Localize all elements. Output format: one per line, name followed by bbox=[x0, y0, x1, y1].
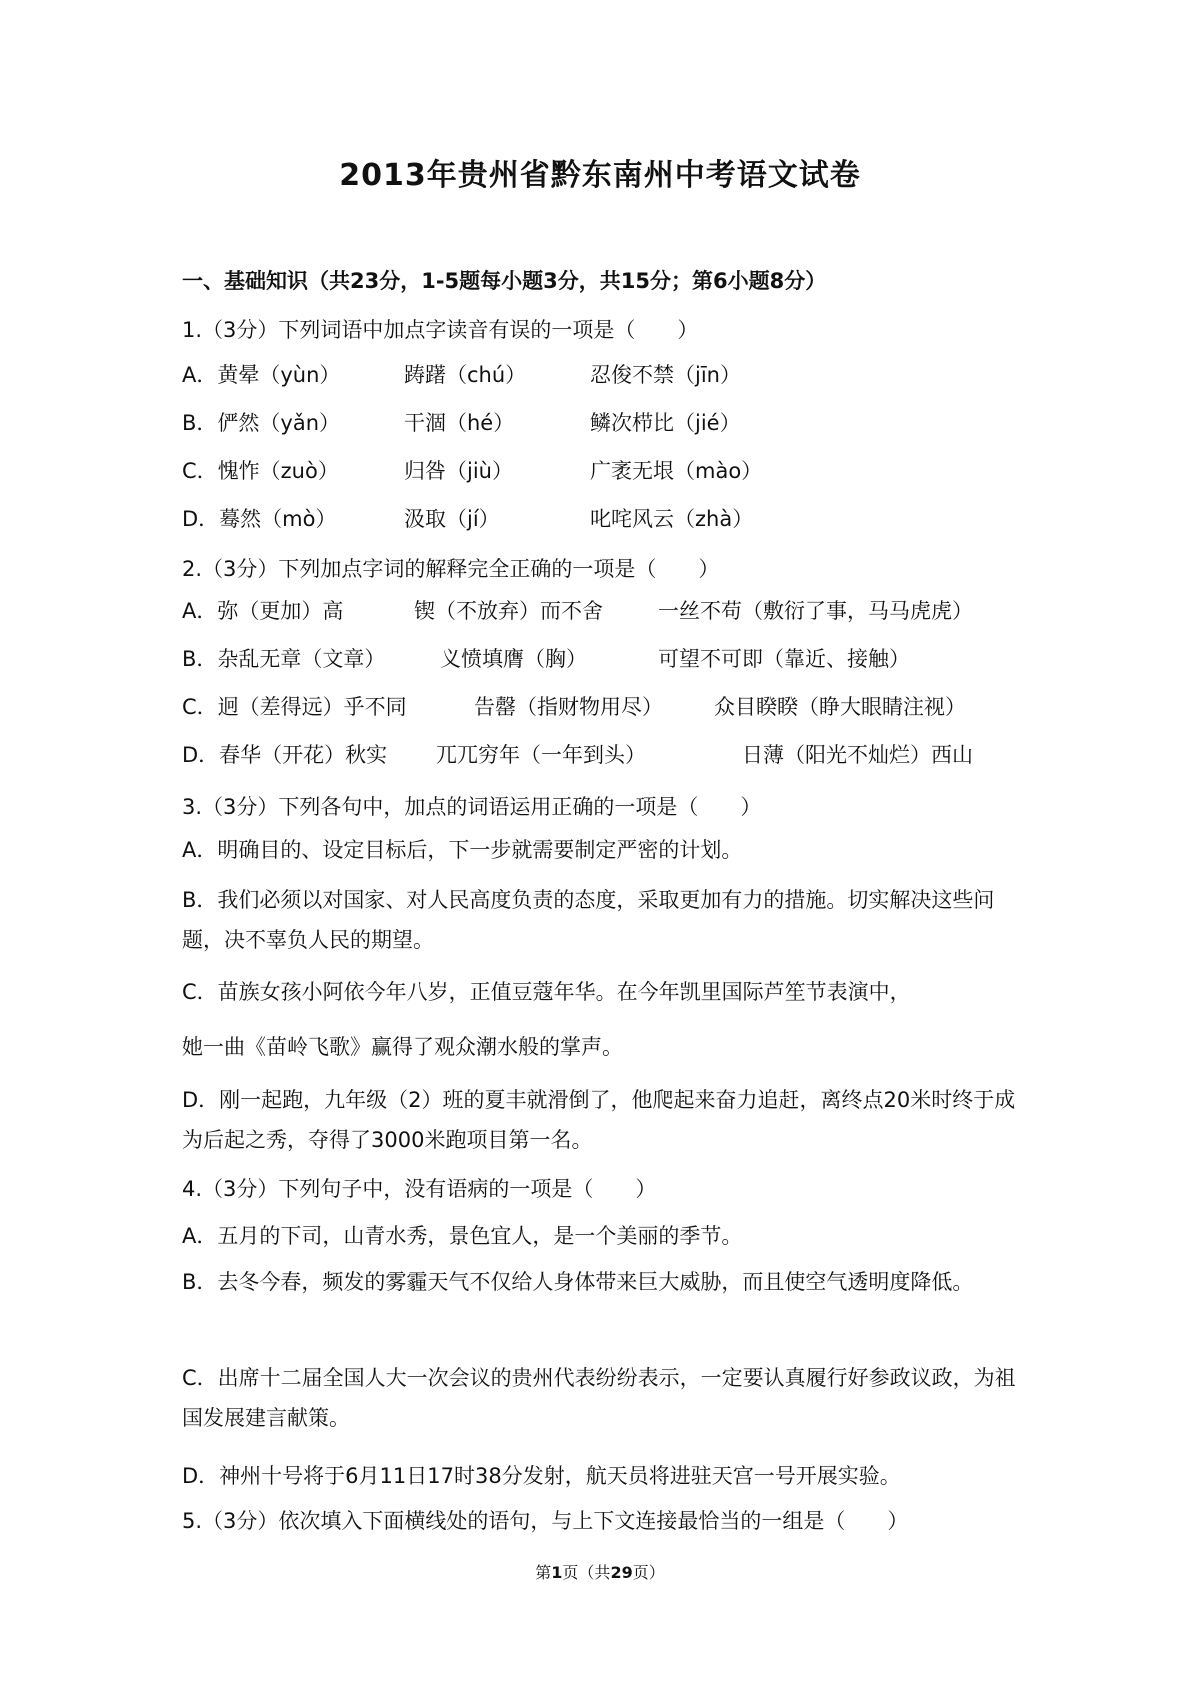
page-number: 1 bbox=[551, 1563, 563, 1582]
option-text: 踌躇（chú） bbox=[404, 363, 527, 387]
footer-suffix: 页） bbox=[632, 1563, 665, 1582]
option-text: C．迥（差得远）乎不同 bbox=[182, 695, 407, 719]
page-footer bbox=[0, 1560, 1200, 1583]
question-5-stem: 5.（3分）依次填入下面横线处的语句，与上下文连接最恰当的一组是（ ） bbox=[182, 1509, 909, 1533]
question-3-option-d: D．刚一起跑，九年级（2）班的夏丰就滑倒了，他爬起来奋力追赶，离终点20米时终于成为后起之秀，夺得了3000米跑项目第一名。 bbox=[182, 1088, 1016, 1152]
question-2-option-b bbox=[182, 645, 1082, 673]
question-1-option-d bbox=[182, 505, 1082, 533]
option-text: 归咎（jiù） bbox=[404, 459, 513, 483]
option-text: 义愤填膺（胸） bbox=[440, 647, 587, 671]
option-text: B．俨然（yǎn） bbox=[182, 411, 341, 435]
question-3-option-a: A．明确目的、设定目标后，下一步就需要制定严密的计划。 bbox=[182, 838, 743, 862]
option-text: 广袤无垠（mào） bbox=[590, 459, 763, 483]
question-4-option-d: D．神州十号将于6月11日17时38分发射，航天员将进驻天宫一号开展实验。 bbox=[182, 1464, 901, 1488]
question-2-stem: 2.（3分）下列加点字词的解释完全正确的一项是（ ） bbox=[182, 557, 720, 581]
option-text: A．黄晕（yùn） bbox=[182, 363, 341, 387]
option-text: 众目睽睽（睁大眼睛注视） bbox=[714, 695, 966, 719]
option-text: 锲（不放弃）而不舍 bbox=[414, 599, 603, 623]
question-1-stem: 1.（3分）下列词语中加点字读音有误的一项是（ ） bbox=[182, 318, 699, 342]
page-title: 2013年贵州省黔东南州中考语文试卷 bbox=[339, 158, 861, 193]
question-3-stem: 3.（3分）下列各句中，加点的词语运用正确的一项是（ ） bbox=[182, 795, 762, 819]
option-text: 可望不可即（靠近、接触） bbox=[658, 647, 910, 671]
option-text: 叱咤风云（zhà） bbox=[590, 507, 754, 531]
option-text: 鳞次栉比（jié） bbox=[590, 411, 741, 435]
question-2-option-d bbox=[182, 741, 1082, 769]
option-text: 汲取（jí） bbox=[404, 507, 500, 531]
option-text: 忍俊不禁（jīn） bbox=[590, 363, 741, 387]
question-1-option-c bbox=[182, 457, 1082, 485]
question-4-stem: 4.（3分）下列句子中，没有语病的一项是（ ） bbox=[182, 1177, 657, 1201]
question-4-option-c: C．出席十二届全国人大一次会议的贵州代表纷纷表示，一定要认真履行好参政议政，为祖国发展建言献策。 bbox=[182, 1366, 1016, 1430]
option-text: B．杂乱无章（文章） bbox=[182, 647, 386, 671]
question-4-option-b: B．去冬今春，频发的雾霾天气不仅给人身体带来巨大威胁，而且使空气透明度降低。 bbox=[182, 1270, 974, 1294]
question-3-option-c-line2: 她一曲《苗岭飞歌》赢得了观众潮水般的掌声。 bbox=[182, 1035, 623, 1059]
option-text: 一丝不苟（敷衍了事，马马虎虎） bbox=[658, 599, 973, 623]
page-total: 29 bbox=[610, 1563, 633, 1582]
question-2-option-c bbox=[182, 693, 1082, 721]
option-text: C．愧怍（zuò） bbox=[182, 459, 339, 483]
question-1-option-b bbox=[182, 409, 1082, 437]
question-2-option-a bbox=[182, 597, 1082, 625]
question-3-option-b: B．我们必须以对国家、对人民高度负责的态度，采取更加有力的措施。切实解决这些问题，决不辜负人民的期望。 bbox=[182, 888, 995, 952]
section-heading: 一、基础知识（共23分，1-5题每小题3分，共15分；第6小题8分） bbox=[182, 269, 827, 293]
question-4-option-a: A．五月的下司，山青水秀，景色宜人，是一个美丽的季节。 bbox=[182, 1224, 743, 1248]
footer-prefix: 第 bbox=[535, 1563, 552, 1582]
option-text: 干涸（hé） bbox=[404, 411, 515, 435]
option-text: 兀兀穷年（一年到头） bbox=[436, 743, 646, 767]
question-1-option-a bbox=[182, 361, 1082, 389]
option-text: D．春华（开花）秋实 bbox=[182, 743, 388, 767]
option-text: 告罄（指财物用尽） bbox=[474, 695, 663, 719]
question-3-option-c-line1: C．苗族女孩小阿依今年八岁，正值豆蔻年华。在今年凯里国际芦笙节表演中， bbox=[182, 980, 911, 1004]
footer-middle: 页（共 bbox=[562, 1563, 611, 1582]
option-text: A．弥（更加）高 bbox=[182, 599, 344, 623]
option-text: 日薄（阳光不灿烂）西山 bbox=[742, 743, 973, 767]
option-text: D．蓦然（mò） bbox=[182, 507, 337, 531]
